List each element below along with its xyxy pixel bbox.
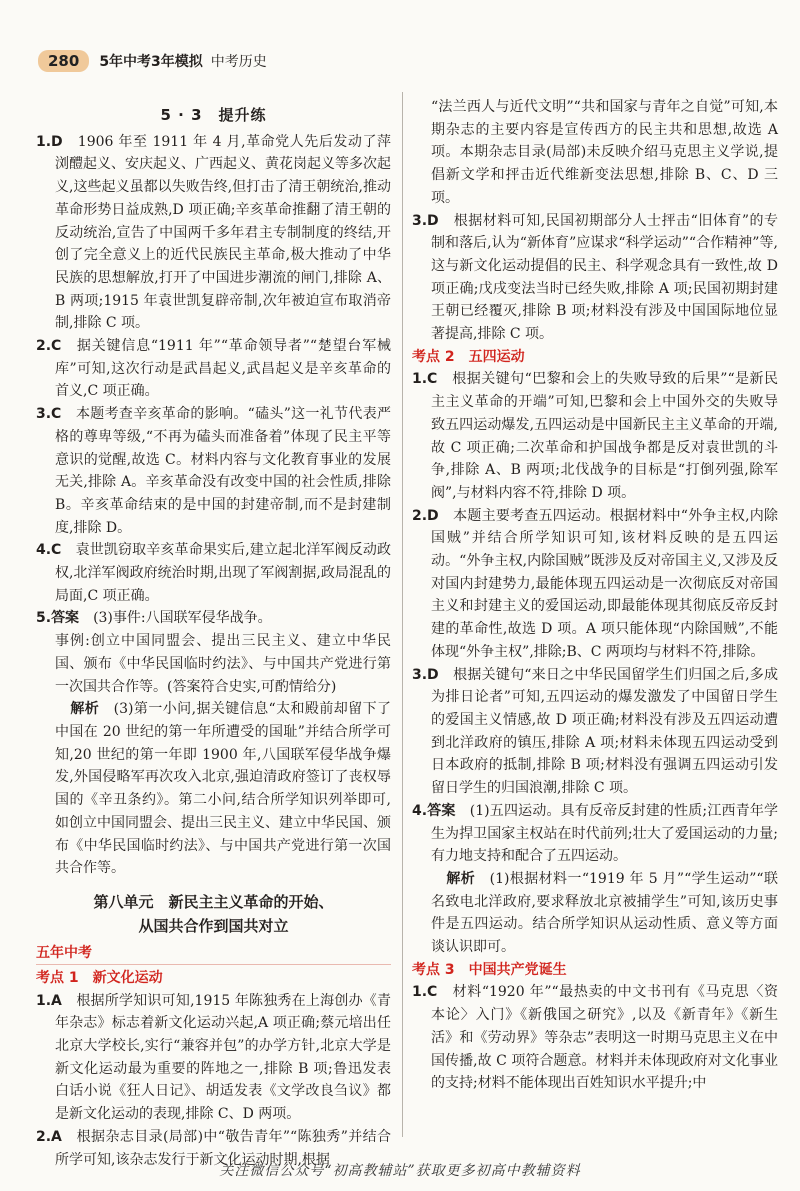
- answer-item: [36, 131, 391, 335]
- item-text: 根据材料可知,民国初期部分人士抨击“旧体育”的专制和落后,认为“新体育”应谋求“科学运动”“合作精神”等,这与新文化运动提倡的民主、科学观念具有一致性,故 D 项正确;戊戌变法当时已经失败,排除 A 项;民国初期封建王朝已经覆灭,排除 B 项;材料没有涉及中国国际地位显著提高,排除 C 项。: [431, 212, 779, 343]
- left-column: [36, 96, 392, 1168]
- item-text: 根据关键句“来日之中华民国留学生们归国之后,多成为排日论者”可知,五四运动的爆发激发了中国留日学生的爱国主义情感,故 D 项正确;材料没有涉及五四运动遭到北洋政府的镇压,排除 A 项;材料未体现五四运动受到日本政府的抵制,排除 B 项;材料没有强调五四运动引发留日学生的归国浪潮,排除 C 项。: [431, 666, 779, 797]
- analysis-text: (3)第一小问,据关键信息“太和殿前却留下了中国在 20 世纪的第一年所遭受的国耻”并结合所学可知,20 世纪的第一年即 1900 年,八国联军侵华战争爆发,外国侵略军再次攻入北京,强迫清政府签订了丧权辱国的《辛丑条约》。第二小问,结合所学知识列举即可,如创立中国同盟会、提出三民主义、建立中华民国、颁布《中华民国临时约法》、与中国共产党进行第一次国共合作等。: [55, 701, 392, 877]
- analysis-label: 解析: [70, 701, 100, 718]
- answer-item: [412, 981, 778, 1095]
- answer-item: [412, 664, 778, 800]
- unit-title-line1: 第八单元 新民主主义革命的开始、: [93, 892, 334, 911]
- answer-item: [36, 990, 391, 1126]
- item-number: 3.C: [36, 406, 62, 423]
- right-column: [412, 96, 778, 1146]
- item-text: 根据关键句“巴黎和会上的失败导致的后果”“是新民主主义革命的开端”可知,巴黎和会上中国外交的失败导致五四运动爆发,五四运动是中国新民主主义革命的开端,故 C 项正确;二次革命和护国战争都是反对袁世凯的斗争,排除 A、B 两项;北伐战争的目标是“打倒列强,除军阀”,与材料内容不符,排除 D 项。: [431, 371, 778, 501]
- section-title: 5 · 3 提升练: [160, 106, 267, 124]
- section-bar: 五年中考: [36, 942, 391, 965]
- item-number: 4.: [412, 802, 428, 819]
- analysis-label: 解析: [446, 870, 476, 887]
- page-number: 280: [38, 50, 89, 72]
- item-text: 袁世凯窃取辛亥革命果实后,建立起北洋军阀反动政权,北洋军阀政府统治时期,出现了军阀割据,政局混乱的局面,C 项正确。: [55, 542, 392, 604]
- analysis-text: (1)根据材料一“1919 年 5 月”“学生运动”“联名致电北洋政府,要求释放北京被捕学生”可知,该历史事件是五四运动。结合所学知识从运动性质、意义等方面谈认识即可。: [431, 870, 778, 956]
- item-number: 3.D: [412, 212, 439, 229]
- answer-item: [412, 210, 778, 346]
- item-number: 2.D: [412, 507, 439, 524]
- item-number: 1.C: [412, 984, 438, 1001]
- analysis-block: [412, 868, 778, 959]
- item-number: 1.D: [36, 133, 63, 150]
- topic-heading: 考点 2 五四运动: [412, 348, 525, 365]
- item-text: 根据所学知识可知,1915 年陈独秀在上海创办《青年杂志》标志着新文化运动兴起,A 项正确;蔡元培出任北京大学校长,实行“兼容并包”的办学方针,北京大学是新文化运动最为重要的阵地之一,排除 B 项;鲁迅发表白话小说《狂人日记》、胡适发表《文学改良刍议》都是新文化运动的表现,排除 C、D 两项。: [55, 992, 391, 1123]
- answer-item: [36, 607, 391, 630]
- item-text: (1)五四运动。具有反帝反封建的性质;江西青年学生为捍卫国家主权站在时代前列;壮大了爱国运动的力量;有力地支持和配合了五四运动。: [431, 802, 779, 865]
- item-text: 1906 年至 1911 年 4 月,革命党人先后发动了萍浏醴起义、安庆起义、广西起义、黄花岗起义等多次起义,这些起义虽都以失败告终,但打击了清王朝统治,推动革命形势日益成熟,D 项正确;辛亥革命推翻了清王朝的反动统治,宣告了中国两千多年君主专制制度的终结,开创了完全意义上的近代民族民主革命,极大推动了中华民族的思想解放,打开了中国进步潮流的闸门,排除 A、B 两项;1915 年袁世凯复辟帝制,次年被迫宣布取消帝制,排除 C 项。: [55, 133, 391, 332]
- column-divider: [402, 92, 403, 1137]
- series-title: 5年中考3年模拟: [99, 54, 203, 70]
- answer-item: [36, 403, 391, 539]
- answer-item: [36, 539, 391, 607]
- item-text: 本题考查辛亥革命的影响。“磕头”这一礼节代表严格的尊卑等级,“不再为磕头而准备着”体现了民主平等意识的觉醒,故选 C。材料内容与文化教育事业的发展无关,排除 A。辛亥革命没有改变中国的社会性质,排除 B。辛亥革命结束的是中国的封建帝制,而不是封建制度,排除 D。: [55, 406, 391, 536]
- topic-heading: 考点 3 中国共产党诞生: [412, 961, 567, 978]
- item-number: 2.A: [36, 1128, 62, 1145]
- item-number: 3.D: [412, 666, 439, 683]
- item-text: 根据杂志目录(局部)中“敬告青年”“陈独秀”并结合所学可知,该杂志发行于新文化运动时期,根据: [55, 1128, 391, 1168]
- answer-continuation: “法兰西人与近代文明”“共和国家与青年之自觉”可知,本期杂志的主要内容是宣传西方的民主共和思想,故选 A 项。本期杂志目录(局部)未反映介绍马克思主义学说,提倡新文学和抨击近代维新变法思想,排除 B、C、D 三项。: [431, 99, 778, 206]
- answer-item: [412, 505, 778, 664]
- page-header: [38, 50, 267, 72]
- item-text: 材料“1920 年”“最热卖的中文书刊有《马克思〈资本论〉入门》《新俄国之研究》,以及《新青年》《新生活》和《劳动界》等杂志”表明这一时期马克思主义在中国传播,故 C 项符合题意。材料并未体现政府对文化事业的支持;材料不能体现出百姓知识水平提升;中: [431, 984, 778, 1092]
- footer-note: 关注微信公众号“初高教辅站”获取更多初高中教辅资料: [219, 1163, 581, 1179]
- answer-label: 答案: [427, 802, 456, 819]
- answer-continuation: 事例:创立中国同盟会、提出三民主义、建立中华民国、颁布《中华民国临时约法》、与中国共产党进行第一次国共合作等。(答案符合史实,可酌情给分): [55, 633, 391, 695]
- item-text: 据关键信息“1911 年”“革命领导者”“楚望台军械库”可知,这次行动是武昌起义,武昌起义是辛亥革命的首义,C 项正确。: [55, 338, 391, 400]
- item-number: 1.C: [412, 371, 438, 388]
- topic-heading: 考点 1 新文化运动: [36, 969, 163, 986]
- item-text: (3)事件:八国联军侵华战争。: [93, 610, 272, 627]
- analysis-block: [36, 698, 391, 880]
- item-number: 5.: [36, 610, 52, 627]
- subject-title: 中考历史: [210, 54, 267, 70]
- unit-title: [36, 890, 391, 938]
- answer-item: [36, 335, 391, 403]
- item-text: 本题主要考查五四运动。根据材料中“外争主权,内除国贼”并结合所学知识可知,该材料反映的是五四运动。“外争主权,内除国贼”既涉及反对帝国主义,又涉及反对国内封建势力,最能体现五四运动是一次彻底反对帝国主义和封建主义的爱国运动,即最能体现其彻底反帝反封建的革命性,故选 D 项。A 项只能体现“内除国贼”,不能体现“外争主权”,排除;B、C 两项均与材料不符,排除。: [431, 507, 779, 660]
- item-number: 2.C: [36, 338, 62, 355]
- item-number: 4.C: [36, 542, 62, 559]
- answer-label: 答案: [51, 610, 80, 627]
- item-number: 1.A: [36, 992, 62, 1009]
- answer-item: [412, 800, 778, 868]
- unit-title-line2: 从国共合作到国共对立: [138, 916, 289, 935]
- answer-item: [412, 368, 778, 504]
